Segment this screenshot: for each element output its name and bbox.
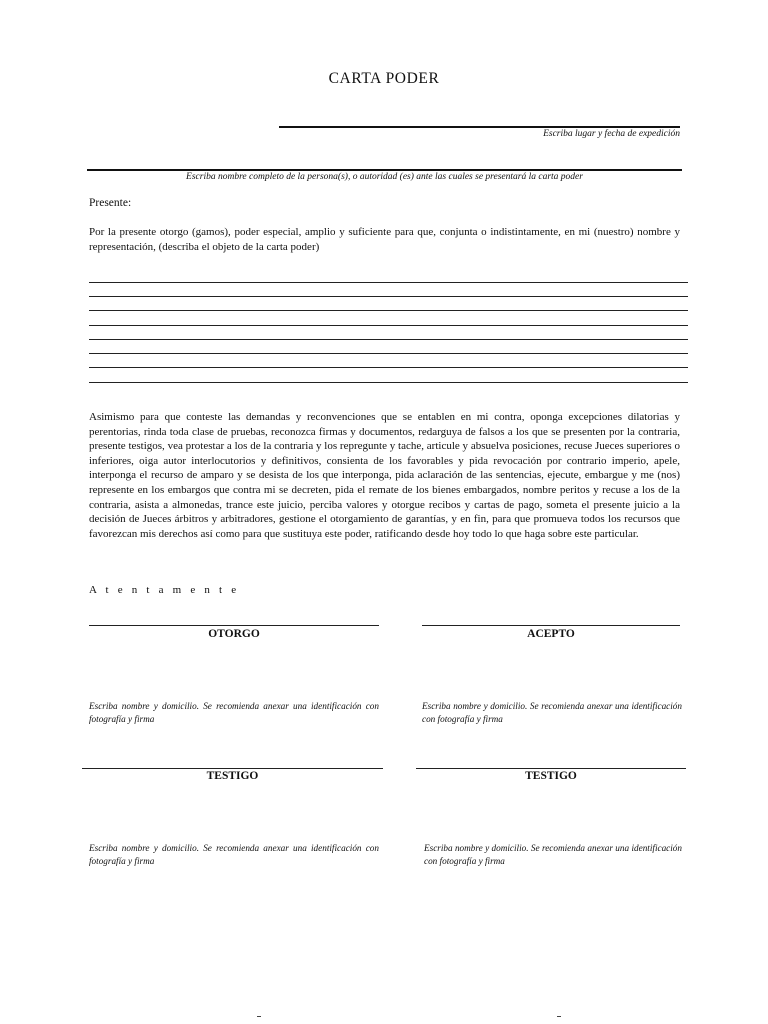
- greeting: Presente:: [89, 197, 132, 209]
- body-paragraph: Asimismo para que conteste las demandas y reconvenciones que se entablen en mi contra, oponga excepciones dilatorias y perentorias, rinda toda clase de pruebas, reconozca firmas y documentos, redarguya de falsos a los que se presenten por la contraria, presente testigos, vea protestar a los de la contraria y los repregunte y tache, articule y absuelva posiciones, recuse Jueces superiores o inferiores, oiga autor interlocutorios y definitivos, consienta de los favorables y pida revocación por contrario imperio, apele, interponga el recurso de amparo y se desista de los que interponga, pida aclaración de las sentencias, ejecute, embargue y me (nos) represente en los embargos que contra mi se decreten, pida el remate de los bienes embargados, nombre peritos y recuse a los de la contraria, asista a almonedas, trance este juicio, perciba valores y otorgue recibos y cartas de pago, someta el presente juicio a la decisión de Jueces árbitros y arbitradores, gestione el otorgamiento de garantías, y en fin, para que promueva todos los recursos que favorezcan mis derechos así como para que sustituya este poder, ratificando desde hoy todo lo que haga sobre este particular.: [89, 411, 680, 540]
- testigo-1-signature-line: [82, 768, 383, 769]
- otorgo-label: OTORGO: [208, 628, 260, 640]
- page-edge-mark: [257, 1016, 261, 1020]
- acepto-signature-line: [422, 625, 680, 626]
- page-edge-mark: [557, 1016, 561, 1020]
- testigo-2-label: TESTIGO: [525, 770, 577, 782]
- closing: A t e n t a m e n t e: [89, 584, 240, 596]
- blank-line: [89, 325, 688, 326]
- otorgo-signature-line: [89, 625, 379, 626]
- intro-paragraph: Por la presente otorgo (gamos), poder especial, amplio y suficiente para que, conjunta o indistintamente, en mi (nuestro) nombre y representación, (describa el objeto de la carta poder): [89, 226, 680, 253]
- addressee-caption: Escriba nombre completo de la persona(s), o autoridad (es) ante las cuales se presentará la carta poder: [186, 172, 583, 182]
- place-date-caption: Escriba lugar y fecha de expedición: [543, 129, 680, 139]
- blank-line: [89, 339, 688, 340]
- acepto-caption: Escriba nombre y domicilio. Se recomienda anexar una identificación con fotografía y firma: [422, 701, 682, 724]
- document-title: CARTA PODER: [328, 70, 440, 87]
- testigo-2-caption: Escriba nombre y domicilio. Se recomienda anexar una identificación con fotografía y firma: [424, 843, 682, 866]
- testigo-1-caption: Escriba nombre y domicilio. Se recomienda anexar una identificación con fotografía y firma: [89, 843, 379, 866]
- acepto-label: ACEPTO: [527, 628, 575, 640]
- blank-line: [89, 310, 688, 311]
- blank-line: [89, 353, 688, 354]
- place-date-line: [279, 126, 680, 128]
- otorgo-caption: Escriba nombre y domicilio. Se recomienda anexar una identificación con fotografía y firma: [89, 701, 379, 724]
- addressee-line: [87, 169, 682, 171]
- blank-line: [89, 382, 688, 383]
- testigo-2-signature-line: [416, 768, 686, 769]
- blank-line: [89, 282, 688, 283]
- testigo-1-label: TESTIGO: [206, 770, 259, 782]
- blank-line: [89, 367, 688, 368]
- blank-line: [89, 296, 688, 297]
